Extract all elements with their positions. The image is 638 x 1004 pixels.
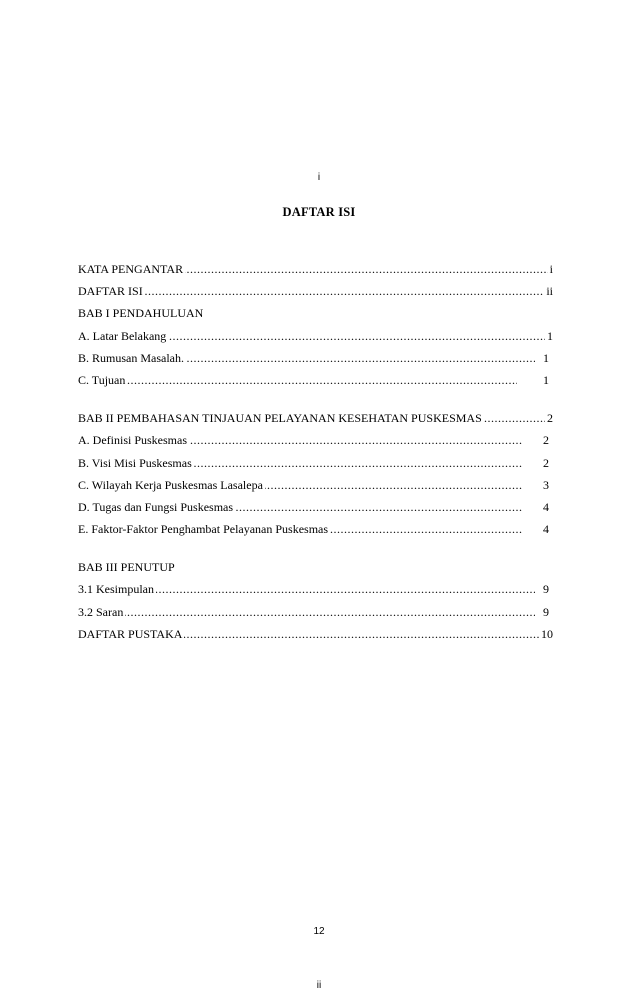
toc-entry-daftar-isi[interactable] xyxy=(78,280,553,302)
toc-entry-text: A. Latar Belakang xyxy=(78,328,167,343)
toc-entry-text: KATA PENGANTAR xyxy=(78,262,184,276)
page-number-top: i xyxy=(317,172,321,183)
toc-entry-page: ii xyxy=(544,280,553,302)
toc-entry-text: BAB I PENDAHULUAN xyxy=(78,306,204,321)
page-title: DAFTAR ISI xyxy=(282,205,356,219)
leader-dots xyxy=(78,280,553,302)
toc-heading-bab-1[interactable] xyxy=(78,302,553,324)
toc-entry-text: DAFTAR PUSTAKA xyxy=(78,626,183,641)
toc-entry-text: DAFTAR ISI xyxy=(78,284,143,299)
toc-entry-kata-pengantar[interactable] xyxy=(78,258,553,280)
toc-entry-latar-belakang[interactable] xyxy=(78,325,553,347)
toc-entry-text: BAB II PEMBAHASAN TINJAUAN PELAYANAN KESEHATAN PUSKESMAS xyxy=(78,411,482,426)
toc-entry-text: C. Wilayah Kerja Puskesmas Lasalepa xyxy=(78,477,263,492)
toc-entry-page: 1 xyxy=(545,325,553,347)
toc-entry-page: 9 xyxy=(535,601,549,623)
toc-entry-page: 2 xyxy=(535,429,549,451)
toc-entry-page: 3 xyxy=(535,474,549,496)
table-of-contents xyxy=(78,258,553,645)
toc-entry-text: D. Tugas dan Fungsi Puskesmas xyxy=(78,499,234,514)
toc-entry-kesimpulan[interactable] xyxy=(78,578,553,600)
toc-heading-bab-3[interactable] xyxy=(78,556,553,578)
toc-entry-text: B. Rumusan Masalah. xyxy=(78,350,184,365)
toc-entry-page: 2 xyxy=(545,407,553,429)
toc-entry-text: A. Definisi Puskesmas xyxy=(78,433,187,448)
toc-entry-definisi-puskesmas[interactable] xyxy=(78,429,553,451)
toc-entry-tujuan[interactable] xyxy=(78,369,553,391)
toc-entry-text: C. Tujuan xyxy=(78,372,126,387)
toc-entry-visi-misi[interactable] xyxy=(78,452,553,474)
toc-entry-text: 3.1 Kesimpulan xyxy=(78,582,154,597)
toc-entry-text: 3.2 Saran xyxy=(78,604,124,619)
page-number-bottom-arabic: 12 xyxy=(313,926,325,937)
toc-entry-saran[interactable] xyxy=(78,601,553,623)
leader-dots xyxy=(78,601,539,623)
toc-entry-wilayah-kerja[interactable] xyxy=(78,474,553,496)
leader-dots xyxy=(78,369,517,391)
toc-entry-page: i xyxy=(548,258,553,280)
toc-entry-page: 9 xyxy=(535,578,549,600)
toc-entry-page: 4 xyxy=(535,496,549,518)
toc-entry-page: 1 xyxy=(535,347,549,369)
toc-entry-daftar-pustaka[interactable] xyxy=(78,623,553,645)
toc-heading-bab-2[interactable] xyxy=(78,407,553,429)
toc-entry-tugas-fungsi[interactable] xyxy=(78,496,553,518)
toc-entry-faktor-penghambat[interactable] xyxy=(78,518,553,540)
toc-entry-text: BAB III PENUTUP xyxy=(78,560,175,575)
toc-entry-page: 1 xyxy=(535,369,549,391)
toc-entry-page: 4 xyxy=(535,518,549,540)
toc-entry-text: E. Faktor-Faktor Penghambat Pelayanan Puskesmas xyxy=(78,522,329,537)
toc-entry-rumusan-masalah[interactable] xyxy=(78,347,553,369)
toc-entry-text: B. Visi Misi Puskesmas xyxy=(78,455,192,470)
toc-entry-page: 10 xyxy=(539,623,553,645)
page-number-bottom-roman: ii xyxy=(316,980,322,991)
toc-entry-page: 2 xyxy=(535,452,549,474)
